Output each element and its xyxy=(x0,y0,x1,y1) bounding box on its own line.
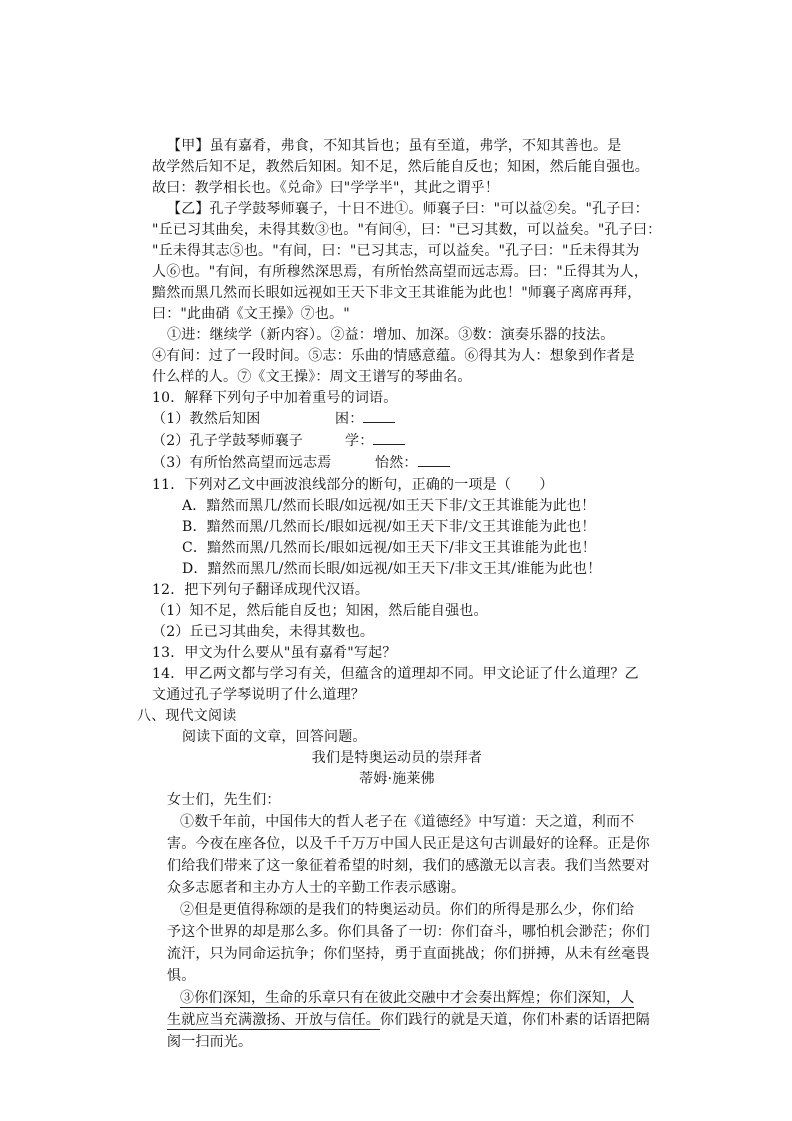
answer-blank[interactable] xyxy=(418,454,450,467)
yi-line-4: 人⑥也。"有间，有所穆然深思焉，有所怡然高望而远志焉。曰："丘得其为人， xyxy=(152,264,649,280)
p2-line-2: 予这个世界的却是那么多。你们具备了一切：你们奋斗，哪怕机会渺茫；你们 xyxy=(167,924,650,940)
q10-item-1-sentence: （1）教然后知困 xyxy=(152,411,261,427)
p1-line-4: 众多志愿者和主办方人士的辛勤工作表示感谢。 xyxy=(167,880,466,896)
yi-line-6: 曰："此曲硝《文王操》⑦也。" xyxy=(152,306,350,322)
p3-underlined-1: ③你们深知，生命的乐章只有在彼此交融中才会奏出辉煌；你们深知，人 xyxy=(180,990,635,1006)
q10-item-2 xyxy=(152,432,303,450)
jia-line-2: 故学然后知不足，教然后知困。知不足，然后能自反也；知困，然后能自强也。 xyxy=(152,159,649,175)
p3-line-2-rest: 你们践行的就是天道，你们朴素的话语把隔 xyxy=(380,1012,650,1028)
q10-item-2-sentence: （2）孔子学鼓琴师襄子 xyxy=(152,433,304,449)
notes-line-3: 什么样的人。⑦《文王操》：周文王谱写的琴曲名。 xyxy=(152,369,472,385)
q10-item-2-word: 学： xyxy=(345,433,374,449)
greeting: 女士们，先生们： xyxy=(167,792,281,808)
q11-option-c[interactable]: C．黯然而黑/几然而长/眼如远视/如王天下/非文王其谁能为此也！ xyxy=(182,540,596,556)
q12-title: 12．把下列句子翻译成现代汉语。 xyxy=(152,582,370,598)
q11-option-d[interactable]: D．黯然而黑几/然而长眼/如远视/如王天下/非文王其/谁能为此也！ xyxy=(182,561,602,577)
jia-line-3: 故曰：教学相长也。《兑命》曰"学学半"，其此之谓乎！ xyxy=(152,180,500,196)
p2-line-1: ②但是更值得称颂的是我们的特奥运动员。你们的所得是那么少，你们给 xyxy=(180,902,635,918)
article-title: 我们是特奥运动员的崇拜者 xyxy=(311,750,483,766)
p2-line-3: 流汗，只为同命运抗争；你们坚持，勇于直面挑战；你们拼搏，从未有丝毫畏 xyxy=(167,946,650,962)
q10-item-3-answer xyxy=(375,454,450,472)
p1-line-2: 害。今夜在座各位，以及千千万万中国人民正是这句古训最好的诠释。正是你 xyxy=(167,836,650,852)
q11-option-b[interactable]: B．黯然而黑/几然而长/眼如远视/如王天下非/文王其谁能为此也！ xyxy=(182,519,596,535)
yi-line-1: 【乙】孔子学鼓琴师襄子，十日不进①。师襄子曰："可以益②矣。"孔子曰： xyxy=(167,201,649,217)
p3-line-1 xyxy=(180,989,634,1007)
q10-item-1-word: 困： xyxy=(335,411,364,427)
q13: 13．甲文为什么要从"虽有嘉肴"写起？ xyxy=(152,645,397,661)
answer-blank[interactable] xyxy=(373,432,405,445)
q10-title: 10．解释下列句子中加着重号的词语。 xyxy=(152,390,398,406)
q10-item-2-answer xyxy=(345,432,405,450)
section-heading: 八、现代文阅读 xyxy=(137,708,237,724)
q10-item-1 xyxy=(152,410,261,428)
p3-underlined-2: 生就应当充满激扬、开放与信任。 xyxy=(167,1012,380,1028)
p1-line-1: ①数千年前，中国伟大的哲人老子在《道德经》中写道：天之道，利而不 xyxy=(180,814,635,830)
yi-line-2: "丘已习其曲矣，未得其数③也。"有间④，曰："已习其数，可以益矣。"孔子曰： xyxy=(152,222,662,238)
q14-line-1: 14．甲乙两文都与学习有关，但蕴含的道理却不同。甲文论证了什么道理？乙 xyxy=(152,666,639,682)
reading-instruction: 阅读下面的文章，回答问题。 xyxy=(182,729,367,745)
answer-blank[interactable] xyxy=(363,410,395,423)
q10-item-3 xyxy=(152,454,332,472)
p2-line-4: 惧。 xyxy=(167,968,196,984)
q10-item-3-word: 怡然： xyxy=(375,455,418,471)
q10-item-3-sentence: （3）有所怡然高望而远志焉 xyxy=(152,455,332,471)
p1-line-3: 们给我们带来了这一象征着希望的时刻，我们的感激无以言表。我们当然要对 xyxy=(167,858,650,874)
jia-line-1: 【甲】虽有嘉肴，弗食，不知其旨也；虽有至道，弗学，不知其善也。是 xyxy=(167,138,622,154)
q12-item-2: （2）丘已习其曲矣，未得其数也。 xyxy=(152,624,375,640)
yi-line-5: 黯然而黑几然而长眼如远视如王天下非文王其谁能为此也！"师襄子离席再拜， xyxy=(152,285,642,301)
notes-line-1: ①进：继续学（新内容）。②益：增加、加深。③数：演奏乐器的技法。 xyxy=(167,327,615,343)
yi-line-3: "丘未得其志⑤也。"有间，曰："已习其志，可以益矣。"孔子曰："丘未得其为 xyxy=(152,243,640,259)
p3-line-2 xyxy=(167,1011,650,1029)
q11-title: 11．下列对乙文中画波浪线部分的断句，正确的一项是（ ） xyxy=(152,477,554,493)
q14-line-2: 文通过孔子学琴说明了什么道理？ xyxy=(152,687,365,703)
q12-item-1: （1）知不足，然后能自反也；知困，然后能自强也。 xyxy=(152,603,488,619)
q10-item-1-answer xyxy=(335,410,395,428)
p3-line-3: 阂一扫而光。 xyxy=(167,1034,253,1050)
article-author: 蒂姆·施莱佛 xyxy=(359,771,435,787)
q11-option-a[interactable]: A．黯然而黑几/然而长眼/如远视/如王天下非/文王其谁能为此也！ xyxy=(182,498,596,514)
notes-line-2: ④有间：过了一段时间。⑤志：乐曲的情感意蕴。⑥得其为人：想象到作者是 xyxy=(152,348,635,364)
